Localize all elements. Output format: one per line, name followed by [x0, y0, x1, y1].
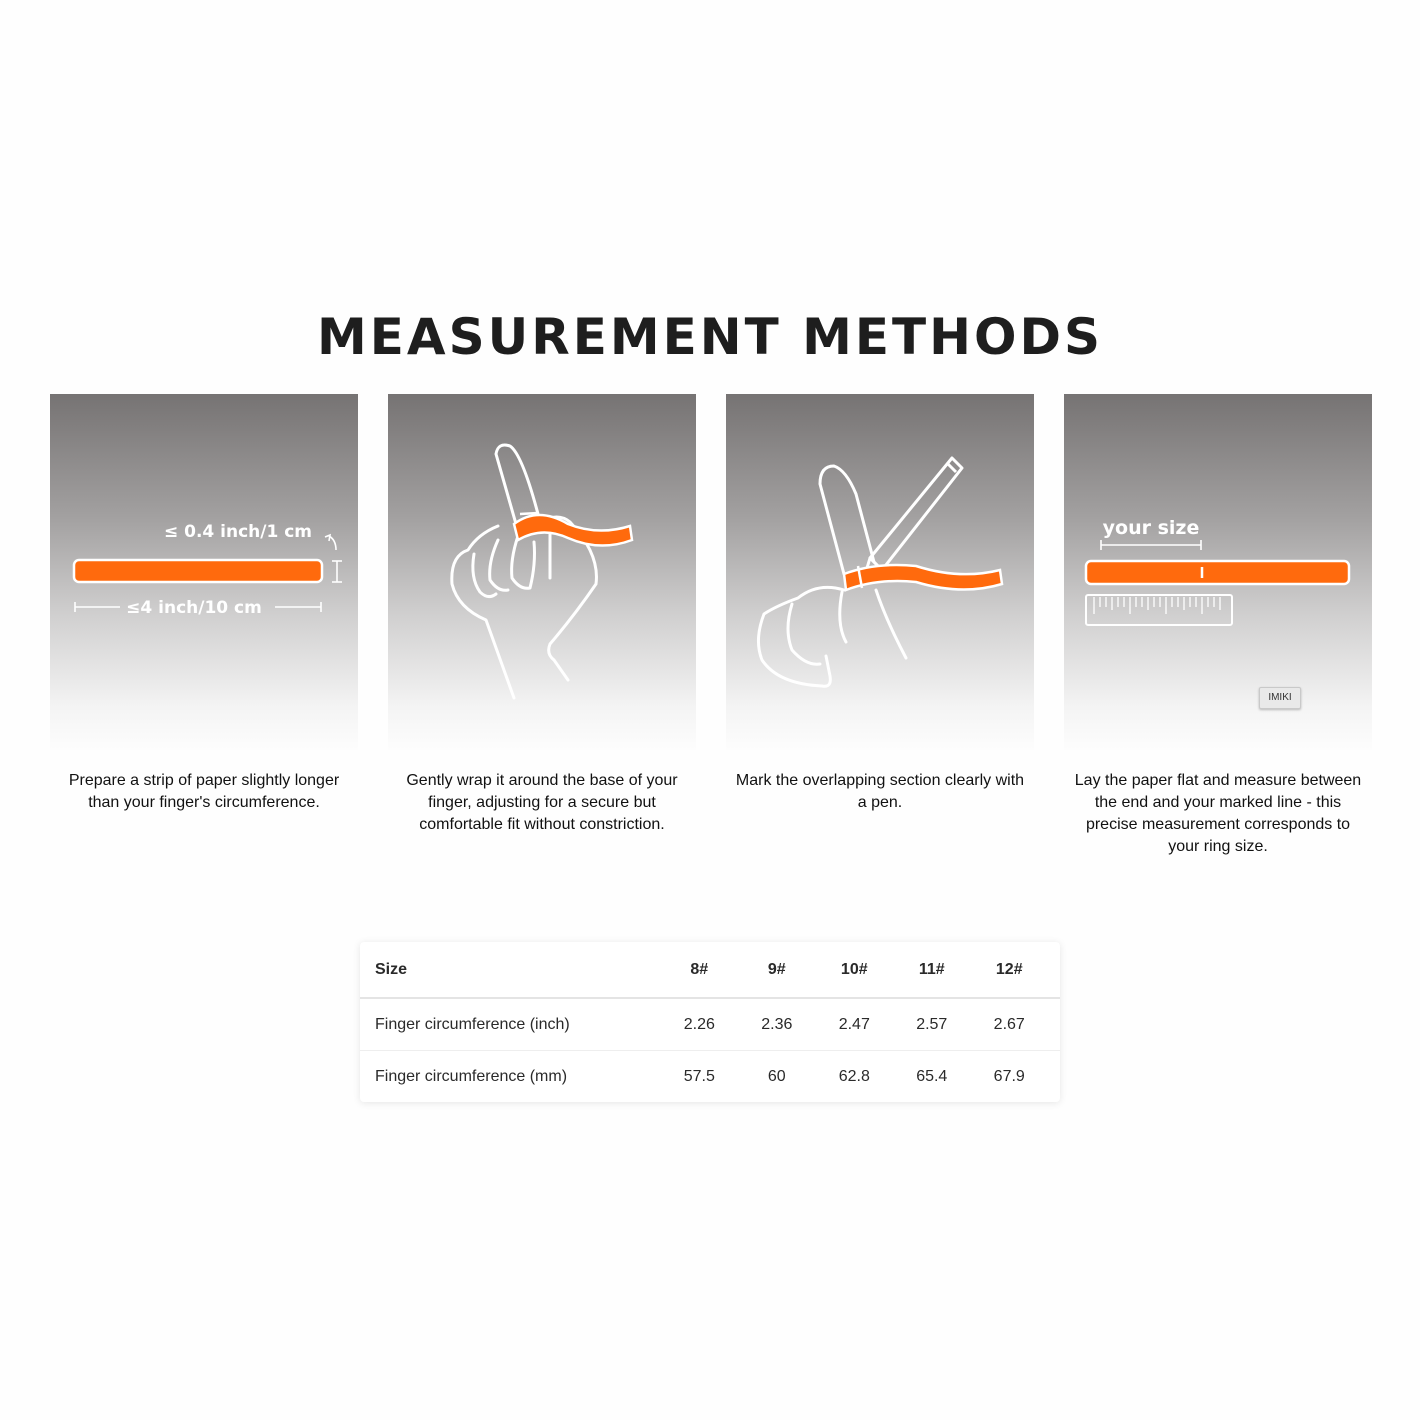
- row-label: Finger circumference (inch): [375, 1015, 570, 1033]
- mark-with-pen-diagram: [726, 394, 1034, 750]
- table-cell: 2.47: [838, 1015, 870, 1033]
- table-cell: 2.57: [916, 1015, 948, 1033]
- your-size-label: your size: [1102, 517, 1200, 539]
- header-cell: 10#: [816, 942, 893, 998]
- size-table: [360, 942, 1060, 1102]
- size-chart: [360, 942, 1060, 1102]
- table-cell: 60: [738, 1051, 815, 1103]
- hand-outline-icon: [452, 445, 597, 698]
- step-card-measure: [1064, 394, 1372, 858]
- table-header-row: [360, 942, 1060, 998]
- illustration-ruler-measure: [1064, 394, 1372, 750]
- table-row: [360, 998, 1060, 1051]
- table-row: [360, 1051, 1060, 1103]
- table-cell: 57.5: [661, 1051, 738, 1103]
- row-label: Finger circumference (mm): [360, 1051, 661, 1103]
- hand-wrap-diagram: [388, 394, 696, 750]
- paper-strip-diagram: [50, 394, 358, 750]
- step-card-wrap-finger: [388, 394, 696, 836]
- header-cell: 9#: [738, 942, 815, 998]
- pen-icon: [864, 458, 962, 578]
- paper-strip: [74, 560, 322, 582]
- step-caption: Prepare a strip of paper slightly longer than your finger's circumference.: [68, 772, 340, 811]
- ruler-measure-diagram: [1064, 394, 1372, 750]
- step-card-prepare-strip: [50, 394, 358, 814]
- illustration-mark-with-pen: [726, 394, 1034, 750]
- ruler-ticks: [1094, 597, 1220, 614]
- arrow-head-icon: [325, 535, 330, 541]
- table-cell: 67.9: [971, 1051, 1061, 1103]
- step-caption: Lay the paper flat and measure between the end and your marked line - this precise measurement corresponds to your ring size.: [1074, 772, 1362, 855]
- table-cell: 62.8: [816, 1051, 893, 1103]
- table-cell: 65.4: [893, 1051, 970, 1103]
- step-caption: Gently wrap it around the base of your finger, adjusting for a secure but comfortable fit without constriction.: [406, 772, 678, 833]
- paper-strip-on-finger: [844, 565, 1002, 590]
- strip-width-label: ≤ 0.4 inch/1 cm: [163, 522, 313, 542]
- step-card-mark-overlap: [726, 394, 1034, 814]
- page-title: MEASUREMENT METHODS: [316, 308, 1104, 366]
- illustration-paper-strip: [50, 394, 358, 750]
- wrapped-paper-strip: [514, 515, 632, 546]
- header-cell: 11#: [893, 942, 970, 998]
- header-cell: 12#: [971, 942, 1061, 998]
- brand-tag: IMIKI: [1259, 687, 1301, 709]
- paper-strip: [1086, 561, 1349, 584]
- header-cell: 8#: [661, 942, 738, 998]
- ruler-icon: [1086, 595, 1232, 625]
- table-cell: 2.36: [761, 1015, 793, 1033]
- header-size: Size: [360, 942, 661, 998]
- step-caption: Mark the overlapping section clearly with a pen.: [735, 772, 1025, 811]
- table-cell: 2.67: [993, 1015, 1025, 1033]
- illustration-hand-wrap: [388, 394, 696, 750]
- strip-length-label: ≤4 inch/10 cm: [126, 598, 262, 618]
- table-cell: 2.26: [683, 1015, 715, 1033]
